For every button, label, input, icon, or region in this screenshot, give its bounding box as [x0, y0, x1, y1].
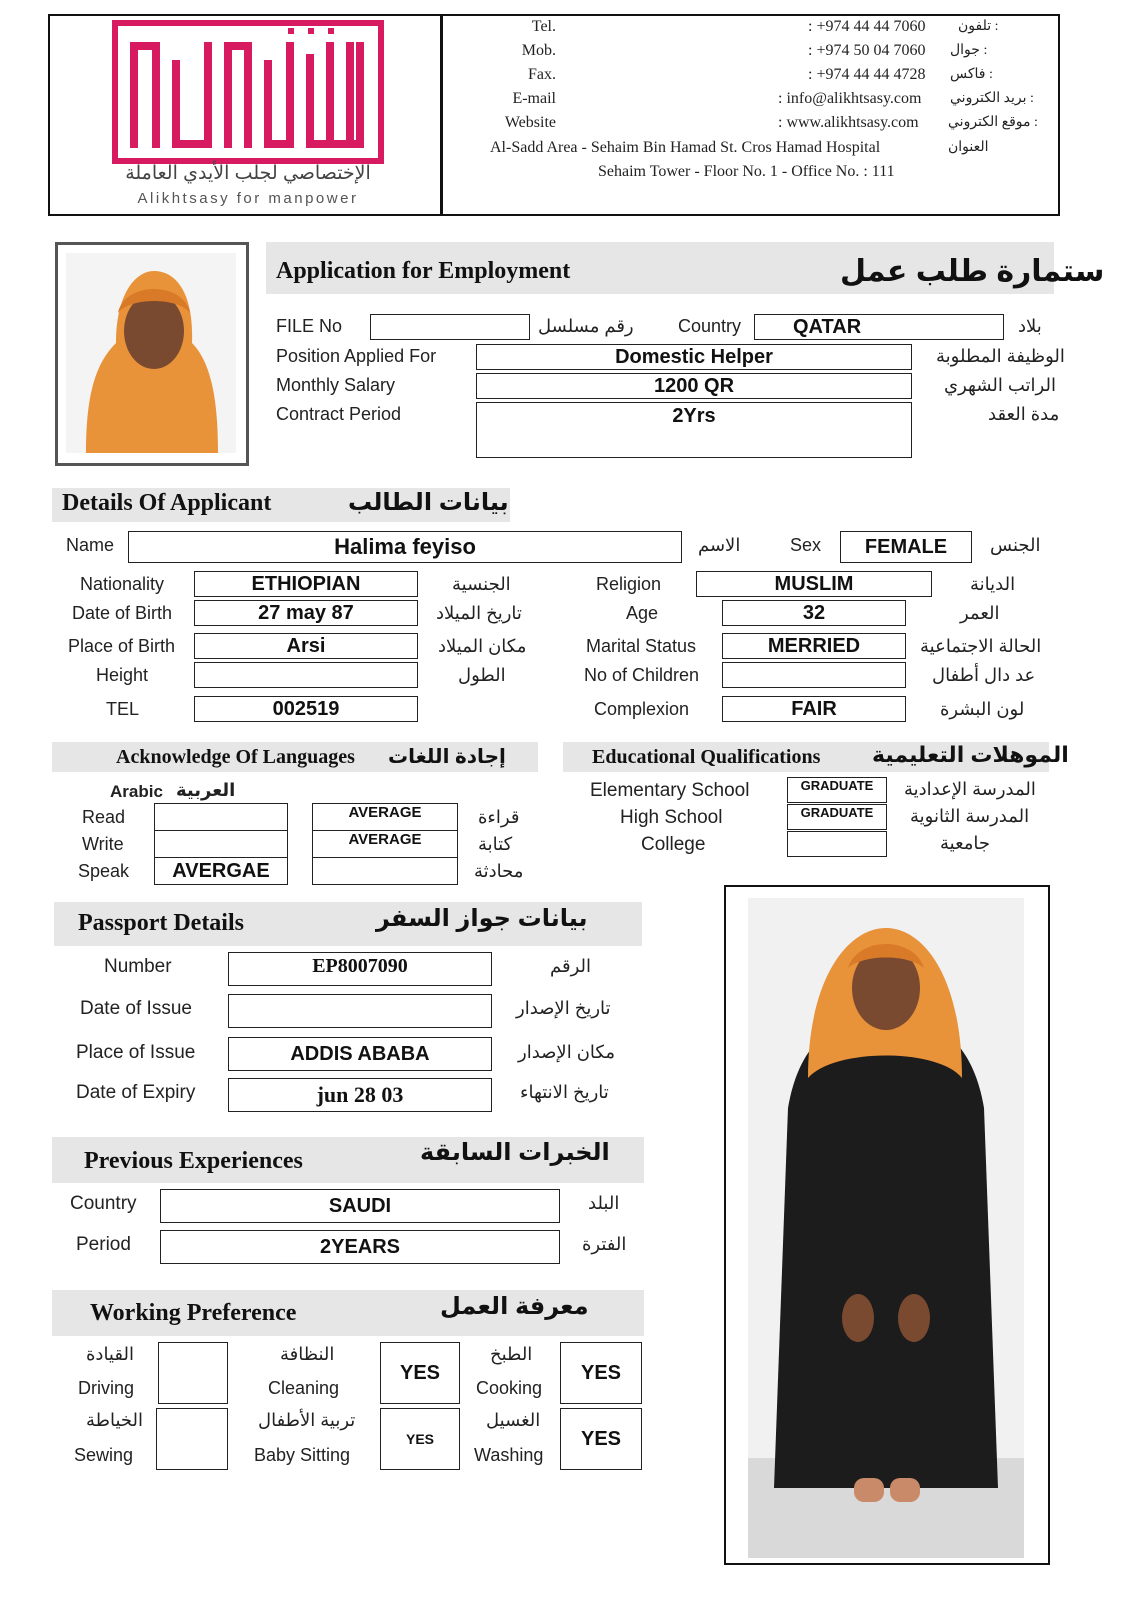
education-title: Educational Qualifications [592, 746, 821, 768]
cooking-label: Cooking [476, 1378, 543, 1398]
arabic-label: Arabic [110, 782, 163, 801]
full-body-photo [748, 898, 1024, 1558]
age-field[interactable]: 32 [722, 600, 906, 626]
read-other-field[interactable]: AVERAGE [312, 803, 458, 831]
nationality-field[interactable]: ETHIOPIAN [194, 571, 418, 597]
expiry-ar: تاريخ الانتهاء [520, 1082, 609, 1102]
read-label: Read [82, 807, 126, 827]
salary-label: Monthly Salary [276, 375, 396, 395]
write-ar: كتابة [478, 834, 513, 854]
application-title: Application for Employment [276, 258, 571, 284]
write-label: Write [82, 834, 124, 854]
children-ar: عد دال أطفال [932, 665, 1036, 685]
college-label: College [641, 834, 706, 855]
languages-title-ar: إجادة اللغات [388, 746, 506, 768]
passport-number-ar: الرقم [550, 956, 592, 976]
babysitting-field[interactable]: YES [380, 1408, 460, 1470]
contact-mob-value: : +974 50 04 7060 [808, 42, 926, 59]
contact-tel-ar: : تلفون [958, 19, 999, 34]
contact-mob-label: Mob. [521, 42, 556, 59]
speak-label: Speak [78, 861, 130, 881]
position-field[interactable]: Domestic Helper [476, 344, 912, 370]
college-ar: جامعية [940, 833, 991, 853]
sewing-label: Sewing [74, 1445, 134, 1465]
elementary-label: Elementary School [590, 780, 750, 801]
applicant-title: Details Of Applicant [62, 490, 272, 516]
pob-ar: مكان الميلاد [438, 636, 527, 656]
washing-label: Washing [474, 1445, 544, 1465]
height-field[interactable] [194, 662, 418, 688]
high-school-field[interactable]: GRADUATE [787, 804, 887, 830]
name-ar: الاسم [698, 535, 741, 555]
exp-period-field[interactable]: 2YEARS [160, 1230, 560, 1264]
pob-field[interactable]: Arsi [194, 633, 418, 659]
college-field[interactable] [787, 831, 887, 857]
high-school-label: High School [620, 807, 723, 828]
passport-title-ar: بيانات جواز السفر [376, 905, 588, 932]
driving-field[interactable] [158, 1342, 228, 1404]
expiry-label: Date of Expiry [76, 1082, 196, 1103]
age-ar: العمر [960, 603, 1000, 623]
babysitting-ar: تربية الأطفال [258, 1410, 356, 1430]
height-ar: الطول [458, 665, 506, 685]
letterhead-divider [440, 14, 443, 216]
address-ar-label: العنوان [948, 140, 989, 155]
exp-period-label: Period [76, 1234, 131, 1255]
position-ar: الوظيفة المطلوبة [936, 346, 1065, 366]
washing-ar: الغسيل [486, 1410, 541, 1430]
exp-country-field[interactable]: SAUDI [160, 1189, 560, 1223]
religion-label: Religion [596, 574, 662, 594]
driving-ar: القيادة [86, 1344, 134, 1364]
salary-ar: الراتب الشهري [944, 375, 1056, 395]
exp-country-ar: البلد [588, 1193, 620, 1213]
age-label: Age [626, 603, 659, 623]
contact-email-ar: : بريد الكتروني [950, 91, 1034, 106]
address-line-2: Sehaim Tower - Floor No. 1 - Office No. : 111 [598, 163, 895, 180]
babysitting-label: Baby Sitting [254, 1445, 351, 1465]
file-no-ar: رقم مسلسل [538, 316, 634, 336]
issue-place-field[interactable]: ADDIS ABABA [228, 1037, 492, 1071]
religion-field[interactable]: MUSLIM [696, 571, 932, 597]
logo-arabic-name: الإختصاصي لجلب الأيدي العاملة [125, 163, 371, 184]
contact-email-label: E-mail [512, 90, 556, 107]
speak-arabic-field[interactable]: AVERGAE [154, 857, 288, 885]
address-line-1: Al-Sadd Area - Sehaim Bin Hamad St. Cros Hamad Hospital [490, 139, 881, 156]
education-title-ar: الموهلات التعليمية [872, 742, 1069, 767]
contact-fax-ar: : فاكس [950, 67, 993, 82]
issue-place-label: Place of Issue [76, 1042, 196, 1063]
name-field[interactable]: Halima feyiso [128, 531, 682, 563]
speak-other-field[interactable] [312, 857, 458, 885]
preference-title-ar: معرفة العمل [440, 1293, 589, 1320]
company-logo [112, 20, 384, 164]
driving-label: Driving [78, 1378, 135, 1398]
cleaning-ar: النظافة [280, 1344, 335, 1364]
read-ar: قراءة [478, 807, 520, 827]
write-arabic-field[interactable] [154, 830, 288, 858]
dob-label: Date of Birth [72, 603, 173, 623]
complexion-field[interactable]: FAIR [722, 696, 906, 722]
file-no-label: FILE No [276, 316, 343, 336]
name-label: Name [66, 535, 115, 555]
passport-number-field[interactable]: EP8007090 [228, 952, 492, 986]
tel-field[interactable]: 002519 [194, 696, 418, 722]
height-label: Height [96, 665, 149, 685]
country-field[interactable]: QATAR [754, 314, 1004, 340]
elementary-field[interactable]: GRADUATE [787, 777, 887, 803]
sewing-field[interactable] [156, 1408, 228, 1470]
contact-website-label: Website [504, 114, 556, 131]
sewing-ar: الخياطة [86, 1410, 143, 1430]
contact-website-value: : www.alikhtsasy.com [778, 114, 919, 131]
complexion-ar: لون البشرة [940, 699, 1025, 719]
write-other-field[interactable]: AVERAGE [312, 830, 458, 858]
sex-label: Sex [790, 535, 822, 555]
children-field[interactable] [722, 662, 906, 688]
sex-ar: الجنس [990, 535, 1041, 555]
file-no-field[interactable] [370, 314, 530, 340]
issue-date-label: Date of Issue [80, 998, 192, 1019]
marital-field[interactable]: MERRIED [722, 633, 906, 659]
exp-country-label: Country [70, 1193, 137, 1214]
children-label: No of Children [584, 665, 700, 685]
contact-fax-value: : +974 44 44 4728 [808, 66, 926, 83]
pob-label: Place of Birth [68, 636, 176, 656]
contract-ar: مدة العقد [988, 404, 1060, 424]
dob-ar: تاريخ الميلاد [436, 603, 522, 623]
dob-field[interactable]: 27 may 87 [194, 600, 418, 626]
nationality-ar: الجنسية [452, 574, 511, 594]
country-label: Country [678, 316, 742, 336]
contact-tel-value: : +974 44 44 7060 [808, 18, 926, 35]
languages-title: Acknowledge Of Languages [116, 746, 355, 768]
contact-fax-label: Fax. [528, 66, 556, 83]
cooking-field[interactable]: YES [560, 1342, 642, 1404]
contact-website-ar: : موقع الكتروني [948, 115, 1038, 130]
experience-title: Previous Experiences [84, 1148, 303, 1174]
country-ar: بلاد [1018, 316, 1042, 336]
passport-title: Passport Details [78, 910, 244, 936]
arabic-ar: العربية [176, 780, 236, 800]
marital-ar: الحالة الاجتماعية [920, 636, 1042, 656]
elementary-ar: المدرسة الإعدادية [904, 779, 1036, 799]
issue-date-field[interactable] [228, 994, 492, 1028]
contract-label: Contract Period [276, 404, 402, 424]
cooking-ar: الطبخ [490, 1344, 533, 1364]
nationality-label: Nationality [80, 574, 165, 594]
issue-place-ar: مكان الإصدار [518, 1042, 615, 1062]
application-title-ar: ستمارة طلب عمل [840, 255, 1105, 288]
contact-email-value: : info@alikhtsasy.com [778, 90, 922, 107]
applicant-portrait-image [66, 253, 236, 453]
expiry-field[interactable]: jun 28 03 [228, 1078, 492, 1112]
washing-field[interactable]: YES [560, 1408, 642, 1470]
speak-ar: محادثة [474, 861, 524, 881]
high-school-ar: المدرسة الثانوية [910, 806, 1030, 826]
experience-title-ar: الخبرات السابقة [420, 1139, 610, 1166]
contract-field[interactable]: 2Yrs [476, 402, 912, 458]
read-arabic-field[interactable] [154, 803, 288, 831]
cleaning-field[interactable]: YES [380, 1342, 460, 1404]
applicant-passport-photo [55, 242, 249, 466]
passport-number-label: Number [104, 956, 172, 977]
salary-field[interactable]: 1200 QR [476, 373, 912, 399]
marital-label: Marital Status [586, 636, 697, 656]
position-label: Position Applied For [276, 346, 437, 366]
tel-label: TEL [106, 699, 140, 719]
applicant-title-ar: بيانات الطالب [348, 489, 509, 516]
sex-field[interactable]: FEMALE [840, 531, 972, 563]
issue-date-ar: تاريخ الإصدار [516, 998, 611, 1018]
contact-mob-ar: : جوال [950, 43, 988, 58]
cleaning-label: Cleaning [268, 1378, 340, 1398]
contact-tel-label: Tel. [531, 18, 556, 35]
preference-title: Working Preference [90, 1300, 297, 1326]
religion-ar: الديانة [970, 574, 1016, 594]
exp-period-ar: الفترة [582, 1234, 627, 1254]
logo-latin-name: Alikhtsasy for manpower [137, 190, 359, 207]
complexion-label: Complexion [594, 699, 690, 719]
